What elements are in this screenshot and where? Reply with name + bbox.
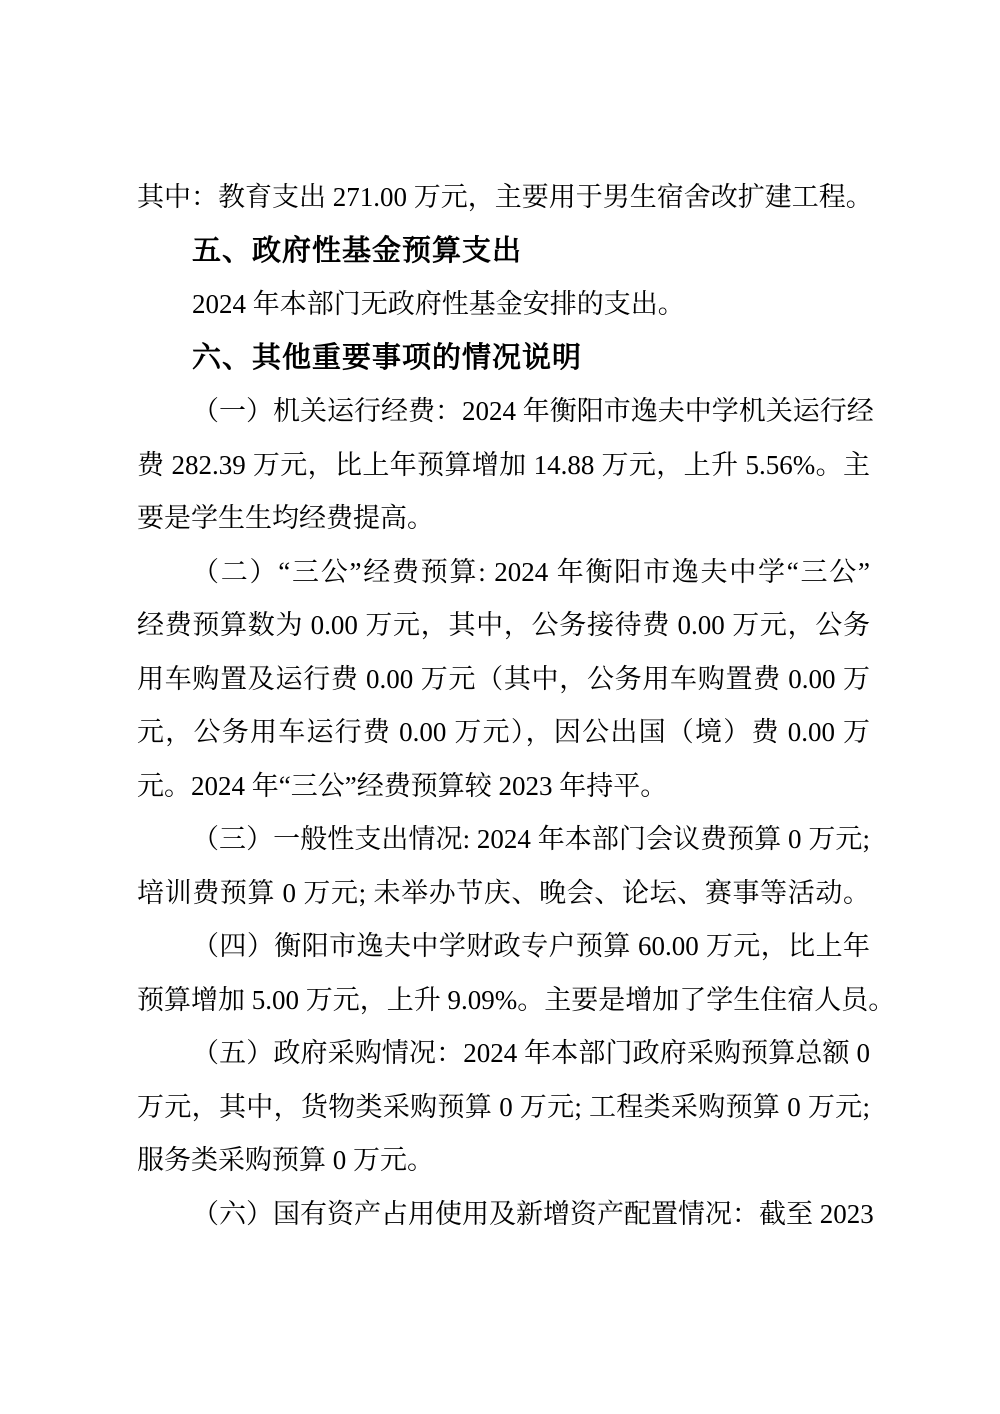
text-line: 服务类采购预算 0 万元。 (137, 1145, 434, 1175)
text-line: 元，公务用车运行费 0.00 万元），因公出国（境）费 0.00 万 (137, 717, 870, 747)
text-line: （一）机关运行经费：2024 年衡阳市逸夫中学机关运行经 (192, 396, 874, 426)
text-line: 万元，其中，货物类采购预算 0 万元; 工程类采购预算 0 万元; (137, 1091, 870, 1122)
text-line: 要是学生生均经费提高。 (137, 503, 434, 533)
text-line: （四）衡阳市逸夫中学财政专户预算 60.00 万元，比上年 (192, 931, 870, 961)
text-line: 经费预算数为 0.00 万元，其中，公务接待费 0.00 万元，公务 (137, 610, 870, 640)
text-line: 元。2024 年“三公”经费预算较 2023 年持平。 (137, 770, 668, 801)
text-line: 费 282.39 万元，比上年预算增加 14.88 万元，上升 5.56%。主 (137, 449, 870, 480)
text-line: 其中：教育支出 271.00 万元，主要用于男生宿舍改扩建工程。 (137, 182, 873, 212)
text-line: （六）国有资产占用使用及新增资产配置情况：截至 2023 (192, 1198, 874, 1229)
text-line: 2024 年本部门无政府性基金安排的支出。 (192, 289, 685, 319)
text-line: 预算增加 5.00 万元，上升 9.09%。主要是增加了学生住宿人员。 (137, 984, 896, 1015)
text-line: （二）“三公”经费预算: 2024 年衡阳市逸夫中学“三公” (192, 556, 870, 587)
text-line: （三）一般性支出情况: 2024 年本部门会议费预算 0 万元; (192, 824, 870, 854)
text-line: 培训费预算 0 万元; 未举办节庆、晚会、论坛、赛事等活动。 (137, 877, 870, 908)
section-heading: 六、其他重要事项的情况说明 (192, 341, 583, 374)
text-line: （五）政府采购情况：2024 年本部门政府采购预算总额 0 (192, 1038, 870, 1068)
text-line: 用车购置及运行费 0.00 万元（其中，公务用车购置费 0.00 万 (137, 663, 870, 694)
section-heading: 五、政府性基金预算支出 (192, 234, 523, 267)
